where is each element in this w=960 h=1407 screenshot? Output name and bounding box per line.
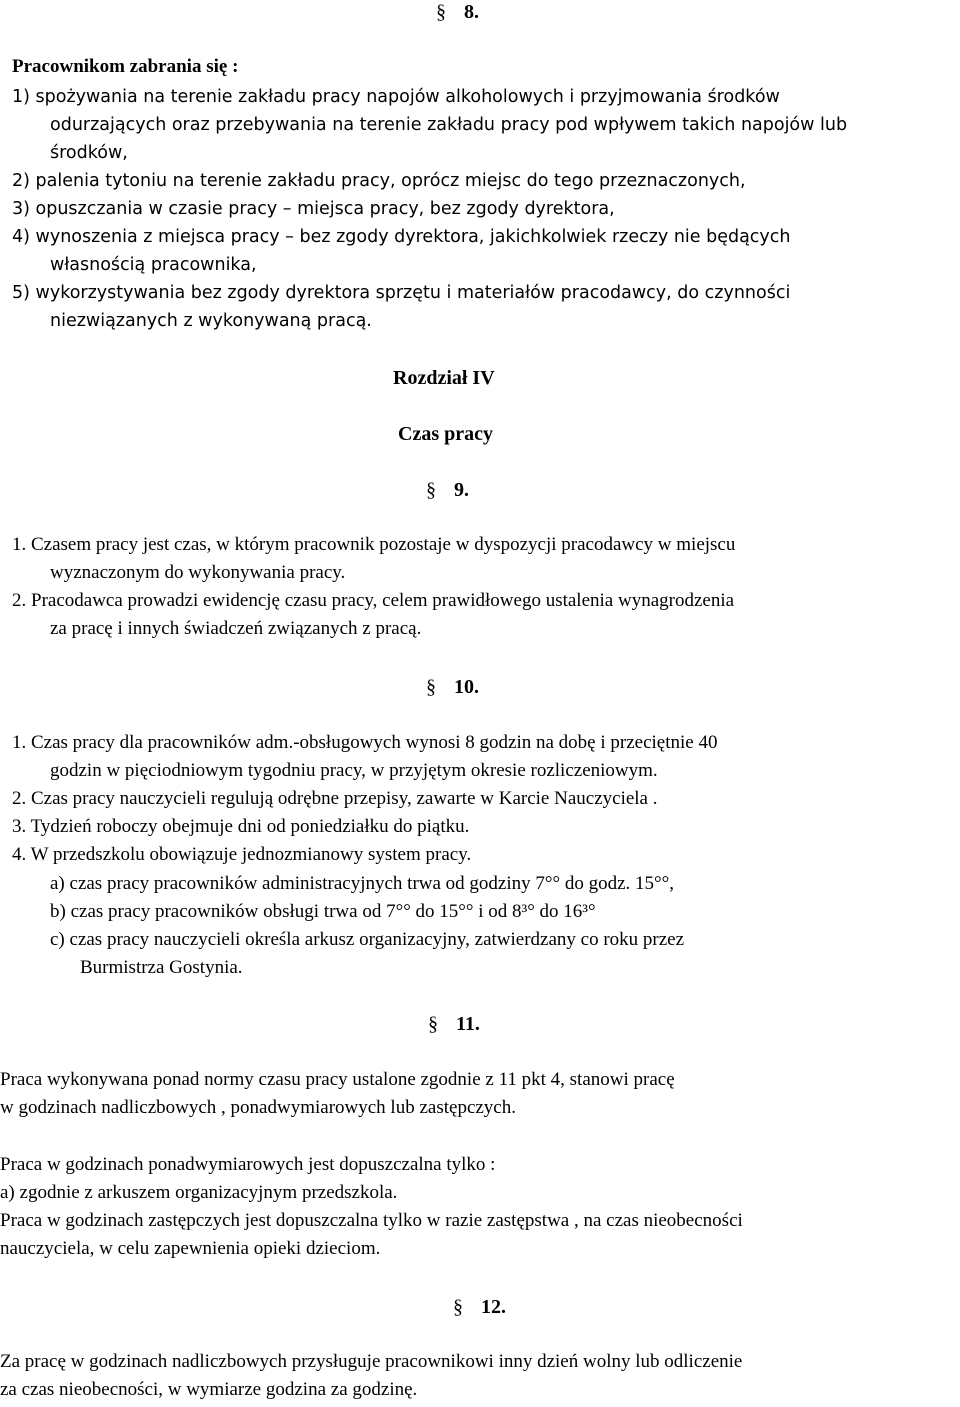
section-8-line: 1) spożywania na terenie zakładu pracy napojów alkoholowych i przyjmowania środków — [12, 87, 780, 107]
section-11-line: a) zgodnie z arkuszem organizacyjnym przedszkola. — [0, 1182, 398, 1203]
section-11-line: Praca w godzinach ponadwymiarowych jest dopuszczalna tylko : — [0, 1154, 496, 1175]
section-12-line: za czas nieobecności, w wymiarze godzina za godzinę. — [0, 1379, 418, 1400]
paragraph-sign: § — [436, 1, 446, 23]
section-10-line: Burmistrza Gostynia. — [80, 957, 243, 978]
section-10-heading: § 10. — [426, 676, 479, 698]
section-9-line: za pracę i innych świadczeń związanych z pracą. — [50, 618, 422, 639]
section-8-line: własnością pracownika, — [50, 255, 257, 275]
section-12-line: Za pracę w godzinach nadliczbowych przysługuje pracownikowi inny dzień wolny lub odliczenie — [0, 1351, 743, 1372]
section-8-line: 3) opuszczania w czasie pracy – miejsca pracy, bez zgody dyrektora, — [12, 199, 615, 219]
paragraph-sign: § — [426, 479, 436, 501]
section-9-line: wyznaczonym do wykonywania pracy. — [50, 562, 346, 583]
chapter-title: Rozdział IV — [393, 367, 495, 389]
section-8-intro: Pracownikom zabrania się : — [12, 56, 239, 77]
section-9-line: 2. Pracodawca prowadzi ewidencję czasu pracy, celem prawidłowego ustalenia wynagrodzenia — [12, 590, 735, 611]
section-8-line: odurzających oraz przebywania na terenie zakładu pracy pod wpływem takich napojów lub — [50, 115, 848, 135]
section-9-heading: § 9. — [426, 479, 469, 501]
section-10-line: b) czas pracy pracowników obsługi trwa od 7°° do 15°° i od 8³° do 16³° — [50, 901, 596, 922]
section-8-line: 4) wynoszenia z miejsca pracy – bez zgody dyrektora, jakichkolwiek rzeczy nie będących — [12, 227, 791, 247]
section-11-heading: § 11. — [428, 1013, 480, 1035]
section-11-line: Praca w godzinach zastępczych jest dopuszczalna tylko w razie zastępstwa , na czas nieobecności — [0, 1210, 743, 1231]
section-9-line: 1. Czasem pracy jest czas, w którym pracownik pozostaje w dyspozycji pracodawcy w miejscu — [12, 534, 736, 555]
section-10-line: godzin w pięciodniowym tygodniu pracy, w przyjętym okresie rozliczeniowym. — [50, 760, 658, 781]
chapter-subtitle: Czas pracy — [398, 423, 493, 445]
section-10-line: c) czas pracy nauczycieli określa arkusz organizacyjny, zatwierdzany co roku przez — [50, 929, 685, 950]
section-10-line: 4. W przedszkolu obowiązuje jednozmianowy system pracy. — [12, 844, 472, 865]
section-12-heading: § 12. — [453, 1296, 506, 1318]
section-10-line: 3. Tydzień roboczy obejmuje dni od poniedziałku do piątku. — [12, 816, 470, 837]
paragraph-sign: § — [426, 676, 436, 698]
section-8-line: 5) wykorzystywania bez zgody dyrektora sprzętu i materiałów pracodawcy, do czynności — [12, 283, 791, 303]
section-11-line: w godzinach nadliczbowych , ponadwymiarowych lub zastępczych. — [0, 1097, 516, 1118]
section-8-line: środków, — [50, 143, 128, 163]
section-10-line: 1. Czas pracy dla pracowników adm.-obsługowych wynosi 8 godzin na dobę i przeciętnie 40 — [12, 732, 718, 753]
section-8-line: 2) palenia tytoniu na terenie zakładu pracy, oprócz miejsc do tego przeznaczonych, — [12, 171, 746, 191]
section-8-heading: § 8. — [436, 1, 479, 23]
section-8-line: niezwiązanych z wykonywaną pracą. — [50, 311, 372, 331]
section-11-line: nauczyciela, w celu zapewnienia opieki dzieciom. — [0, 1238, 381, 1259]
paragraph-sign: § — [453, 1296, 463, 1318]
section-10-line: 2. Czas pracy nauczycieli regulują odrębne przepisy, zawarte w Karcie Nauczyciela . — [12, 788, 658, 809]
paragraph-sign: § — [428, 1013, 438, 1035]
section-11-line: Praca wykonywana ponad normy czasu pracy ustalone zgodnie z 11 pkt 4, stanowi pracę — [0, 1069, 675, 1090]
section-10-line: a) czas pracy pracowników administracyjnych trwa od godziny 7°° do godz. 15°°, — [50, 873, 674, 894]
